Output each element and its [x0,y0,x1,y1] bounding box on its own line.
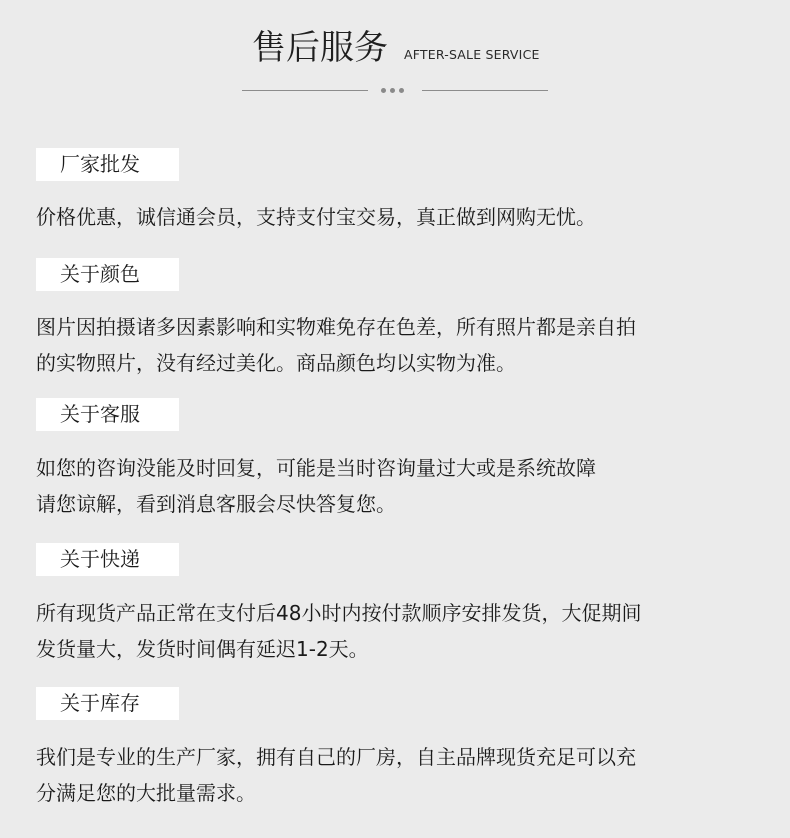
section-text-wholesale [36,199,756,235]
section-label-color: 关于颜色 [36,258,179,291]
text-line: 价格优惠，诚信通会员，支持支付宝交易，真正做到网购无忧。 [36,205,596,229]
text-line: 如您的咨询没能及时回复，可能是当时咨询量过大或是系统故障 [36,456,596,480]
text-line: 我们是专业的生产厂家，拥有自己的厂房，自主品牌现货充足可以充 [36,745,636,769]
section-text-inventory [36,739,756,811]
section-text-customer-service [36,450,756,522]
page-header [0,20,790,80]
section-text-shipping [36,595,756,667]
divider-left [242,90,368,91]
text-line: 分满足您的大批量需求。 [36,781,256,805]
dot [381,88,386,93]
section-label-inventory: 关于库存 [36,687,179,720]
section-text-color [36,309,756,381]
section-label-shipping: 关于快递 [36,543,179,576]
text-line: 所有现货产品正常在支付后48小时内按付款顺序安排发货，大促期间 [36,601,642,625]
text-line: 请您谅解，看到消息客服会尽快答复您。 [36,492,396,516]
text-line: 图片因拍摄诸多因素影响和实物难免存在色差，所有照片都是亲自拍 [36,315,636,339]
dot [399,88,404,93]
section-label-customer-service: 关于客服 [36,398,179,431]
page-title: 售后服务 [252,28,388,68]
section-label-wholesale: 厂家批发 [36,148,179,181]
divider-dots [381,88,404,94]
dot [390,88,395,93]
text-line: 的实物照片，没有经过美化。商品颜色均以实物为准。 [36,351,516,375]
page-subtitle: AFTER-SALE SERVICE [404,47,540,62]
text-line: 发货量大，发货时间偶有延迟1-2天。 [36,637,369,661]
divider-right [422,90,548,91]
